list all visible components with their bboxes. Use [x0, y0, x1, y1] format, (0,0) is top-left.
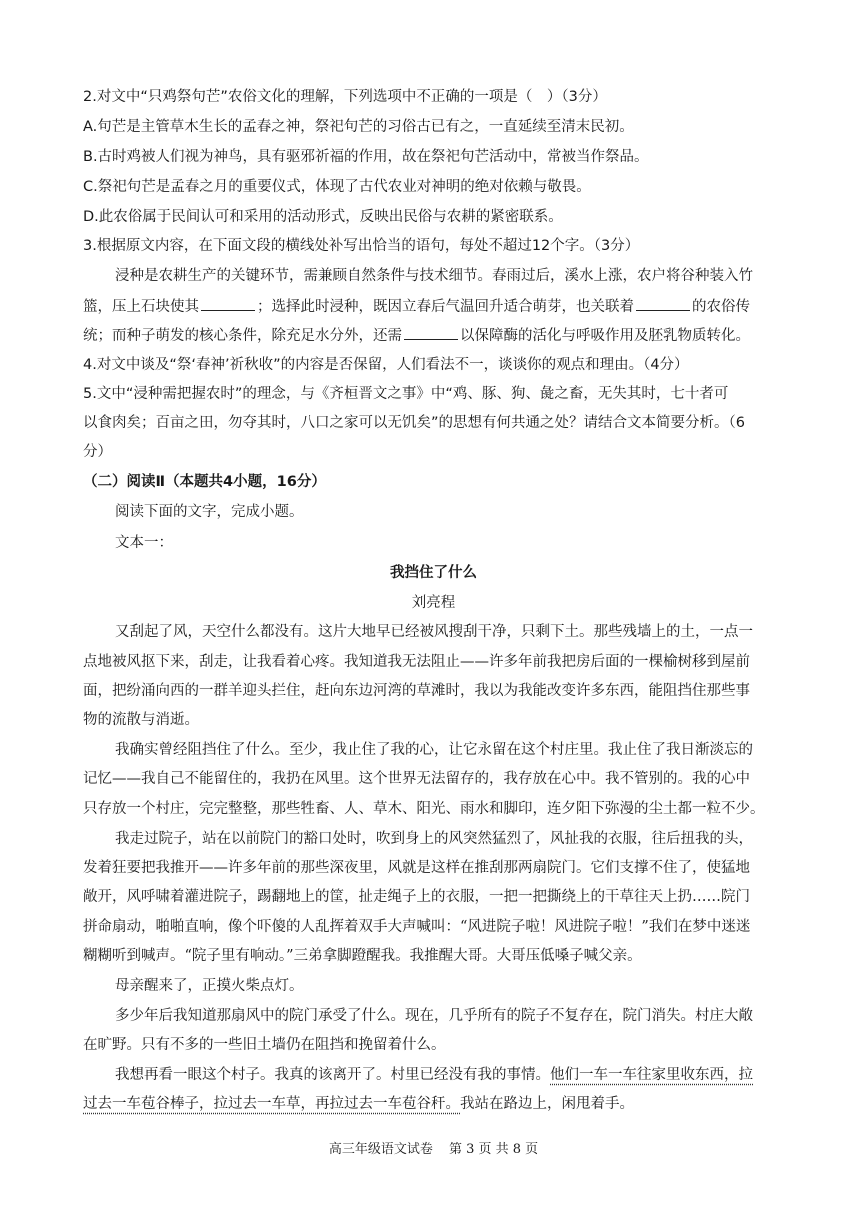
article-line: 记忆——我自己不能留住的，我扔在风里。这个世界无法留存的，我存放在心中。我不管别的。我的心中: [83, 771, 750, 787]
emphasized-text: 他们一车一车往家里收东西，拉: [550, 1067, 753, 1083]
question-3-passage-line: [83, 325, 783, 346]
article-line: 面，把纷涌向西的一群羊迎头拦住，赶向东边河湾的草滩时，我以为我能改变许多东西，能阻挡住那些事: [83, 683, 750, 699]
question-3-passage-line: [83, 296, 783, 317]
article-text: 我想再看一眼这个村子。我真的该离开了。村里已经没有我的事情。: [115, 1067, 550, 1083]
answer-blank: [404, 325, 458, 340]
article-line: 发着狂要把我推开——许多年前的那些深夜里，风就是这样在推刮那两扇院门。它们支撑不住了，使猛地: [83, 860, 750, 876]
article-line: 多少年后我知道那扇风中的院门承受了什么。现在，几乎所有的院子不复存在，院门消失。村庄大敞: [115, 1008, 753, 1024]
passage-text: 篮，压上石块使其: [83, 299, 199, 315]
article-line: 点地被风抠下来，刮走，让我看着心疼。我知道我无法阻止——许多年前我把房后面的一棵榆树移到屋前: [83, 654, 750, 670]
article-text: 我站在路边上，闲甩着手。: [460, 1096, 634, 1112]
text-label: 文本一：: [115, 535, 173, 551]
article-line: 我确实曾经阻挡住了什么。至少，我止住了我的心，让它永留在这个村庄里。我止住了我日渐淡忘的: [115, 742, 753, 758]
article-line: [83, 1094, 783, 1114]
article-line: [115, 1065, 815, 1085]
question-2-option-d: D.此农俗属于民间认可和采用的活动形式，反映出民俗与农耕的紧密联系。: [83, 209, 563, 225]
article-line: 糊糊听到喊声。“院子里有响动。”三弟拿脚蹬醒我。我推醒大哥。大哥压低嗓子喊父亲。: [83, 948, 642, 964]
passage-text: ；选择此时浸种，既因立春后气温回升适合萌芽，也关联着: [257, 299, 634, 315]
answer-blank: [636, 296, 690, 311]
article-title: 我挡住了什么: [390, 565, 477, 581]
question-2-option-a: A.句芒是主管草木生长的孟春之神，祭祀句芒的习俗古已有之，一直延续至清末民初。: [83, 119, 634, 135]
question-5-stem-line: 分）: [83, 444, 112, 460]
question-5-stem-line: 5.文中“浸种需把握农时”的理念，与《齐桓晋文之事》中“鸡、豚、狗、彘之畜，无失其时，七十者可: [83, 386, 729, 402]
article-line: 在旷野。只有不多的一些旧土墙仍在阻挡和挽留着什么。: [83, 1037, 446, 1053]
question-2-stem: 2.对文中“只鸡祭句芒”农俗文化的理解，下列选项中不正确的一项是（ ）（3分）: [83, 89, 607, 105]
question-2-option-b: B.古时鸡被人们视为神鸟，具有驱邪祈福的作用，故在祭祀句芒活动中，常被当作祭品。: [83, 149, 649, 165]
article-line: 我走过院子，站在以前院门的豁口处时，吹到身上的风突然猛烈了，风扯我的衣服，往后扭我的头，: [115, 831, 753, 847]
article-line: 又刮起了风，天空什么都没有。这片大地早已经被风搜刮干净，只剩下土。那些残墙上的土，一点一: [115, 624, 753, 640]
article-line: 敞开，风呼啸着灌进院子，踢翻地上的筐，扯走绳子上的衣服，一把一把撕绕上的干草往天上扔……院门: [83, 889, 750, 905]
article-line: 只存放一个村庄，完完整整，那些牲畜、人、草木、阳光、雨水和脚印，连夕阳下弥漫的尘土都一粒不少。: [83, 801, 765, 817]
question-4-stem: 4.对文中谈及“祭‘春神’祈秋收”的内容是否保留，人们看法不一，谈谈你的观点和理由。（4分）: [83, 357, 689, 373]
question-3-passage-line: 浸种是农耕生产的关键环节，需兼顾自然条件与技术细节。春雨过后，溪水上涨，农户将谷种装入竹: [115, 268, 753, 284]
article-line: 拼命扇动，啪啪直响，像个吓傻的人乱挥着双手大声喊叫：“风进院子啦！风进院子啦！”我们在梦中迷迷: [83, 919, 751, 935]
emphasized-text: 过去一车苞谷棒子，拉过去一车草，再拉过去一车苞谷秆。: [83, 1096, 460, 1112]
question-2-option-c: C.祭祀句芒是孟春之月的重要仪式，体现了古代农业对神明的绝对依赖与敬畏。: [83, 179, 591, 195]
page-footer: [0, 1138, 867, 1157]
question-5-stem-line: 以食肉矣；百亩之田，勿夺其时，八口之家可以无饥矣”的思想有何共通之处？请结合文本简要分析。（6: [83, 415, 745, 431]
passage-text: 以保障酶的活化与呼吸作用及胚乳物质转化。: [460, 328, 750, 344]
footer-page-number: 第 3 页 共 8 页: [448, 1142, 539, 1157]
article-line: 物的流散与消逝。: [83, 712, 199, 728]
footer-exam-title: 高三年级语文试卷: [328, 1142, 433, 1157]
passage-text: 的农俗传: [692, 299, 750, 315]
section-heading: （二）阅读Ⅱ（本题共4小题，16分）: [83, 474, 326, 490]
section-instruction: 阅读下面的文字，完成小题。: [115, 504, 304, 520]
passage-text: 统；而种子萌发的核心条件，除充足水分外，还需: [83, 328, 402, 344]
answer-blank: [201, 296, 255, 311]
article-line: 母亲醒来了，正摸火柴点灯。: [115, 978, 304, 994]
article-author: 刘亮程: [411, 595, 456, 611]
question-3-stem: 3.根据原文内容，在下面文段的横线处补写出恰当的语句，每处不超过12个字。（3分）: [83, 238, 640, 254]
